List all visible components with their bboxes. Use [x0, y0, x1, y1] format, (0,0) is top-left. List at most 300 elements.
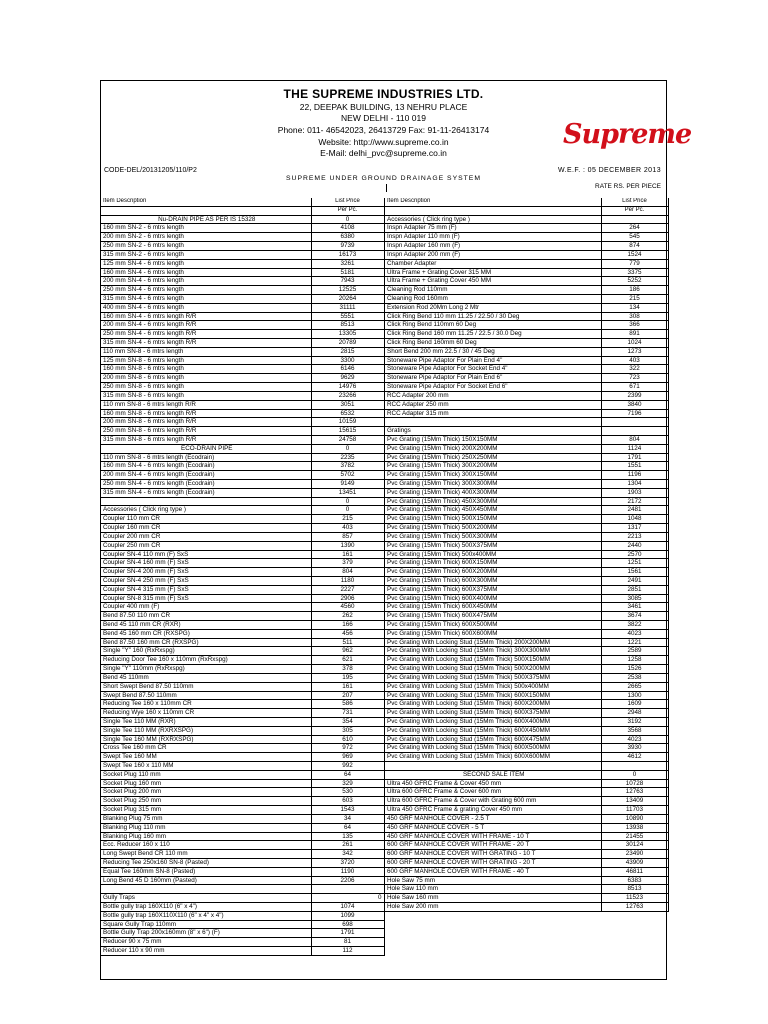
item-price: 3085	[601, 594, 668, 603]
item-description: Pvc Grating With Locking Stud (15Mm Thick) 600X400MM	[385, 717, 601, 726]
item-description: 315 mm SN-8 - 6 mtrs length R/R	[101, 435, 311, 444]
item-price: 1524	[601, 250, 668, 259]
table-row	[385, 356, 668, 365]
table-row	[101, 665, 384, 674]
item-description: Coupler SN-4 250 mm (F) SxS	[101, 576, 311, 585]
table-row	[385, 656, 668, 665]
table-row	[101, 559, 384, 568]
table-row	[101, 929, 384, 938]
item-description	[385, 418, 601, 427]
item-description: Socket Plug 200 mm	[101, 788, 311, 797]
table-row	[101, 938, 384, 947]
item-price: 2570	[601, 550, 668, 559]
table-row	[101, 656, 384, 665]
table-row	[101, 876, 384, 885]
table-row	[101, 779, 384, 788]
item-description: Stoneware Pipe Adaptor For Plain End 6"	[385, 374, 601, 383]
table-row	[101, 594, 384, 603]
item-price: 161	[311, 682, 384, 691]
item-description: Inspn Adapter 75 mm (F)	[385, 224, 601, 233]
item-description: 200 mm SN-4 - 6 mtrs length	[101, 277, 311, 286]
item-price: 23490	[601, 850, 668, 859]
item-description: Pvc Grating With Locking Stud (15Mm Thick) 200X200MM	[385, 638, 601, 647]
table-row	[101, 568, 384, 577]
item-description: 250 mm SN-4 - 6 mtrs length R/R	[101, 330, 311, 339]
table-row	[385, 515, 668, 524]
item-description: ECO-DRAIN PIPE	[101, 444, 311, 453]
item-description: Square Gully Trap 110mm	[101, 920, 311, 929]
item-description: RCC Adapter 200 mm	[385, 391, 601, 400]
item-description: Pvc Grating (15Mm Thick) 300X200MM	[385, 462, 601, 471]
table-row	[385, 453, 668, 462]
item-price: 264	[601, 224, 668, 233]
item-description: Coupler 160 mm CR	[101, 524, 311, 533]
item-price: 2235	[311, 453, 384, 462]
table-row	[385, 709, 668, 718]
item-price: 3782	[311, 462, 384, 471]
item-price: 1074	[311, 903, 384, 912]
item-description: Pvc Grating (15Mm Thick) 600X300MM	[385, 576, 601, 585]
item-description: 200 mm SN-4 - 6 mtrs length (Ecodrain)	[101, 471, 311, 480]
item-description: Pvc Grating (15Mm Thick) 300X300MM	[385, 480, 601, 489]
item-price: 13451	[311, 488, 384, 497]
item-price: 4023	[601, 629, 668, 638]
item-description: Pvc Grating (15Mm Thick) 500X375MM	[385, 541, 601, 550]
document-subtitle: SUPREME UNDER GROUND DRAINAGE SYSTEM	[286, 175, 481, 182]
table-row	[385, 594, 668, 603]
table-row	[101, 383, 384, 392]
table-row	[101, 321, 384, 330]
table-row	[101, 858, 384, 867]
item-price: 3674	[601, 612, 668, 621]
table-row	[385, 753, 668, 762]
item-price: 1561	[601, 568, 668, 577]
item-price: 34	[311, 814, 384, 823]
table-row	[385, 629, 668, 638]
item-description	[101, 885, 311, 894]
table-row	[101, 250, 384, 259]
table-row	[101, 515, 384, 524]
item-description: Coupler SN-4 160 mm (F) SxS	[101, 559, 311, 568]
table-row	[385, 242, 668, 251]
item-price: 545	[601, 233, 668, 242]
item-price: 9739	[311, 242, 384, 251]
item-price: 2227	[311, 585, 384, 594]
item-description: Bend 45 110 mm CR (RXR)	[101, 621, 311, 630]
table-row	[101, 920, 384, 929]
table-row	[385, 814, 668, 823]
item-price: 14976	[311, 383, 384, 392]
table-row	[101, 647, 384, 656]
table-row	[385, 524, 668, 533]
item-description: 600 GRF MANHOLE COVER WITH FRAME - 20 T	[385, 841, 601, 850]
item-price: 13305	[311, 330, 384, 339]
table-row	[385, 418, 668, 427]
item-price: 9629	[311, 374, 384, 383]
table-row	[385, 480, 668, 489]
effective-date: W.E.F. : 05 DECEMBER 2013	[558, 167, 661, 174]
table-row	[385, 823, 668, 832]
item-description: Pvc Grating With Locking Stud (15Mm Thick) 600X375MM	[385, 709, 601, 718]
item-description: Pvc Grating With Locking Stud (15Mm Thick) 500X200MM	[385, 665, 601, 674]
table-row	[101, 911, 384, 920]
table-row	[101, 286, 384, 295]
item-description: 450 GRF MANHOLE COVER - 2.5 T	[385, 814, 601, 823]
table-row	[101, 215, 384, 224]
item-price: 0	[311, 497, 384, 506]
item-description: Swept Bend 87.50 110mm	[101, 691, 311, 700]
item-price: 10890	[601, 814, 668, 823]
table-row	[385, 400, 668, 409]
table-row	[101, 770, 384, 779]
item-description: Pvc Grating (15Mm Thick) 600X500MM	[385, 621, 601, 630]
item-description: 600 GRF MANHOLE COVER WITH GRATING - 10 T	[385, 850, 601, 859]
item-price: 1221	[601, 638, 668, 647]
table-row	[101, 894, 384, 903]
item-description: Pvc Grating (15Mm Thick) 500X300MM	[385, 532, 601, 541]
item-description: 160 mm SN-2 - 6 mtrs length	[101, 224, 311, 233]
item-description: Equal Tee 160mm SN-8 (Pasted)	[101, 867, 311, 876]
item-price: 13409	[601, 797, 668, 806]
item-description: Reducing Wye 160 x 110mm CR	[101, 709, 311, 718]
item-price: 403	[601, 356, 668, 365]
table-row	[101, 903, 384, 912]
company-name: THE SUPREME INDUSTRIES LTD.	[283, 87, 484, 101]
item-price: 3375	[601, 268, 668, 277]
table-row	[101, 435, 384, 444]
item-description: Pvc Grating (15Mm Thick) 600X375MM	[385, 585, 601, 594]
table-row	[385, 876, 668, 885]
table-row	[101, 726, 384, 735]
item-description: Reducing Tee 160 x 110mm CR	[101, 700, 311, 709]
item-price: 262	[311, 612, 384, 621]
item-description: Coupler SN-4 200 mm (F) SxS	[101, 568, 311, 577]
table-row	[385, 391, 668, 400]
table-row	[385, 788, 668, 797]
item-price: 8513	[311, 321, 384, 330]
table-row	[385, 647, 668, 656]
item-price: 2589	[601, 647, 668, 656]
item-price: 366	[601, 321, 668, 330]
item-price: 586	[311, 700, 384, 709]
item-description: 450 GRF MANHOLE COVER - 5 T	[385, 823, 601, 832]
table-row	[101, 427, 384, 436]
item-description: Stoneware Pipe Adaptor For Socket End 6"	[385, 383, 601, 392]
item-price: 354	[311, 717, 384, 726]
item-price: 3261	[311, 259, 384, 268]
item-description: Chamber Adapter	[385, 259, 601, 268]
item-description: Pvc Grating With Locking Stud (15Mm Thick) 600X450MM	[385, 726, 601, 735]
table-row	[385, 471, 668, 480]
item-description: Cross Tee 160 mm CR	[101, 744, 311, 753]
item-price: 6380	[311, 233, 384, 242]
table-row	[101, 603, 384, 612]
item-description: Inspn Adapter 160 mm (F)	[385, 242, 601, 251]
item-price: 3300	[311, 356, 384, 365]
item-description: Stoneware Pipe Adaptor For Socket End 4"	[385, 365, 601, 374]
item-price	[311, 885, 384, 894]
table-row	[385, 691, 668, 700]
item-description: 160 mm SN-8 - 6 mtrs length	[101, 365, 311, 374]
item-description: Hole Saw 75 mm	[385, 876, 601, 885]
item-price: 3461	[601, 603, 668, 612]
item-description: Hole Saw 160 mm	[385, 894, 601, 903]
item-description: 200 mm SN-8 - 6 mtrs length R/R	[101, 418, 311, 427]
table-row	[385, 497, 668, 506]
table-row	[101, 471, 384, 480]
item-price: 3720	[311, 858, 384, 867]
item-description: Coupler 200 mm CR	[101, 532, 311, 541]
item-description: Cleaning Rod 110mm	[385, 286, 601, 295]
item-description: Blanking Plug 160 mm	[101, 832, 311, 841]
item-description: 250 mm SN-8 - 6 mtrs length	[101, 383, 311, 392]
item-price: 5252	[601, 277, 668, 286]
item-description: Swept Tee 160 x 110 MM	[101, 762, 311, 771]
table-row	[101, 638, 384, 647]
table-row	[385, 435, 668, 444]
table-row	[385, 717, 668, 726]
item-description: Bend 45 160 mm CR (RXSPG)	[101, 629, 311, 638]
item-price: 329	[311, 779, 384, 788]
table-row	[385, 841, 668, 850]
table-row	[385, 339, 668, 348]
item-description: 315 mm SN-8 - 6 mtrs length	[101, 391, 311, 400]
item-price: 1180	[311, 576, 384, 585]
item-price: 31111	[311, 303, 384, 312]
item-price: 12525	[311, 286, 384, 295]
item-price	[601, 427, 668, 436]
item-description: Coupler SN-4 110 mm (F) SxS	[101, 550, 311, 559]
table-row	[101, 814, 384, 823]
item-description: Pvc Grating (15Mm Thick) 600X475MM	[385, 612, 601, 621]
item-price: 6146	[311, 365, 384, 374]
item-description: Reducing Door Tee 160 x 110mm (RxRxspg)	[101, 656, 311, 665]
item-price: 621	[311, 656, 384, 665]
item-description: Bend 87.50 110 mm CR	[101, 612, 311, 621]
table-row	[101, 612, 384, 621]
item-description	[101, 497, 311, 506]
item-price: 46811	[601, 867, 668, 876]
item-price: 207	[311, 691, 384, 700]
item-description: Socket Plug 110 mm	[101, 770, 311, 779]
item-description: 200 mm SN-2 - 6 mtrs length	[101, 233, 311, 242]
price-header: List Price	[601, 198, 668, 206]
table-row	[385, 532, 668, 541]
item-price: 134	[601, 303, 668, 312]
table-row	[385, 286, 668, 295]
item-description: Ultra 450 GFRC Frame & grating Cover 450 mm	[385, 806, 601, 815]
table-row	[101, 409, 384, 418]
item-description: 315 mm SN-4 - 6 mtrs length R/R	[101, 339, 311, 348]
item-description: Ultra 600 GFRC Frame & Cover 600 mm	[385, 788, 601, 797]
table-row	[385, 312, 668, 321]
table-row	[101, 885, 384, 894]
item-price: 0	[311, 444, 384, 453]
item-price: 215	[311, 515, 384, 524]
rate-note: RATE RS. PER PIECE	[595, 183, 661, 190]
table-row	[385, 797, 668, 806]
item-price: 6532	[311, 409, 384, 418]
item-price: 1317	[601, 524, 668, 533]
table-row	[101, 700, 384, 709]
item-price: 1196	[601, 471, 668, 480]
item-price: 166	[311, 621, 384, 630]
item-description: Pvc Grating (15Mm Thick) 300X150MM	[385, 471, 601, 480]
item-price: 30124	[601, 841, 668, 850]
item-price: 511	[311, 638, 384, 647]
item-description: Pvc Grating With Locking Stud (15Mm Thick) 600X600MM	[385, 753, 601, 762]
item-price: 261	[311, 841, 384, 850]
table-row	[101, 550, 384, 559]
table-row	[101, 294, 384, 303]
item-description: 250 mm SN-4 - 6 mtrs length (Ecodrain)	[101, 480, 311, 489]
table-row	[101, 585, 384, 594]
table-row	[385, 665, 668, 674]
table-row	[101, 480, 384, 489]
table-row	[101, 621, 384, 630]
item-description: 250 mm SN-4 - 6 mtrs length	[101, 286, 311, 295]
item-price: 1048	[601, 515, 668, 524]
table-row	[385, 770, 668, 779]
supreme-logo: Supreme	[563, 119, 692, 150]
item-price: 379	[311, 559, 384, 568]
table-row	[385, 215, 668, 224]
table-row	[385, 541, 668, 550]
item-price: 2948	[601, 709, 668, 718]
item-description: 160 mm SN-8 - 6 mtrs length R/R	[101, 409, 311, 418]
right-price-table	[385, 198, 669, 912]
item-description: Bottle gully trap 160X110 (6" x 4")	[101, 903, 311, 912]
item-description: Coupler 400 mm (F)	[101, 603, 311, 612]
item-description: Click Ring Bend 160 mm 11.25 / 22.5 / 30.0 Deg	[385, 330, 601, 339]
item-description: Swept Tee 160 MM	[101, 753, 311, 762]
item-description: Extension Rod 20Mm Long 2 Mtr	[385, 303, 601, 312]
table-row	[101, 744, 384, 753]
item-price: 6383	[601, 876, 668, 885]
item-price: 10728	[601, 779, 668, 788]
table-row	[101, 391, 384, 400]
item-price: 342	[311, 850, 384, 859]
item-description: Pvc Grating (15Mm Thick) 500X150MM	[385, 515, 601, 524]
item-description: 125 mm SN-8 - 6 mtrs length	[101, 356, 311, 365]
table-row	[101, 374, 384, 383]
table-row	[385, 700, 668, 709]
item-price: 1304	[601, 480, 668, 489]
item-description: Nu-DRAIN PIPE AS PER IS 15328	[101, 215, 311, 224]
item-description: Pvc Grating With Locking Stud (15Mm Thick) 600X150MM	[385, 691, 601, 700]
item-price: 1543	[311, 806, 384, 815]
item-description: Pvc Grating With Locking Stud (15Mm Thick) 500x400MM	[385, 682, 601, 691]
item-description: Pvc Grating With Locking Stud (15Mm Thick) 500X375MM	[385, 673, 601, 682]
table-row	[101, 233, 384, 242]
item-description: Reducing Tee 250x160 SN-8 (Pasted)	[101, 858, 311, 867]
item-price: 2851	[601, 585, 668, 594]
item-price: 2815	[311, 347, 384, 356]
table-row	[385, 462, 668, 471]
table-row	[385, 832, 668, 841]
table-row	[101, 259, 384, 268]
item-description: Stoneware Pipe Adaptor For Plain End 4"	[385, 356, 601, 365]
item-description: Pvc Grating (15Mm Thick) 450X450MM	[385, 506, 601, 515]
text-cursor	[386, 184, 387, 192]
item-description: Pvc Grating (15Mm Thick) 200X200MM	[385, 444, 601, 453]
item-price: 857	[311, 532, 384, 541]
item-description: Single "Y" 160 (RxRxspg)	[101, 647, 311, 656]
item-price: 2665	[601, 682, 668, 691]
item-price: 11703	[601, 806, 668, 815]
table-row	[385, 277, 668, 286]
item-price: 43909	[601, 858, 668, 867]
item-price: 3930	[601, 744, 668, 753]
item-price	[601, 762, 668, 771]
item-price: 723	[601, 374, 668, 383]
table-row	[101, 867, 384, 876]
item-price: 891	[601, 330, 668, 339]
item-price	[601, 215, 668, 224]
table-row	[101, 841, 384, 850]
item-price: 64	[311, 823, 384, 832]
table-row	[385, 885, 668, 894]
item-description: Click Ring Bend 110 mm 11.25 / 22.50 / 30 Deg	[385, 312, 601, 321]
item-description: Single Tee 110 MM (RXR)	[101, 717, 311, 726]
table-row	[101, 576, 384, 585]
item-price: 2399	[601, 391, 668, 400]
item-description: Cleaning Rod 160mm	[385, 294, 601, 303]
item-description: Pvc Grating With Locking Stud (15Mm Thick) 600X475MM	[385, 735, 601, 744]
item-description: Accessories ( Click ring type )	[101, 506, 311, 515]
item-description: 200 mm SN-8 - 6 mtrs length	[101, 374, 311, 383]
item-price: 23266	[311, 391, 384, 400]
table-row	[385, 303, 668, 312]
left-price-table	[101, 198, 385, 956]
item-price: 161	[311, 550, 384, 559]
phone-line: Phone: 011- 46542023, 26413729 Fax: 91-11-26413174	[277, 125, 490, 135]
item-price: 1791	[311, 929, 384, 938]
item-description: Pvc Grating With Locking Stud (15Mm Thick) 300X300MM	[385, 647, 601, 656]
item-description: Single Tee 110 MM (RXRXSPG)	[101, 726, 311, 735]
item-price: 972	[311, 744, 384, 753]
item-price: 0	[311, 894, 384, 903]
table-row	[101, 629, 384, 638]
item-price: 1526	[601, 665, 668, 674]
table-row	[101, 224, 384, 233]
item-price: 12763	[601, 788, 668, 797]
description-header-blank	[101, 206, 311, 215]
table-row	[101, 330, 384, 339]
table-row	[101, 268, 384, 277]
item-price: 610	[311, 735, 384, 744]
item-price: 1024	[601, 339, 668, 348]
item-price: 7943	[311, 277, 384, 286]
header-row	[101, 206, 384, 215]
document-code: CODE-DEL/20131205/110/P2	[104, 167, 197, 174]
table-row	[101, 806, 384, 815]
item-description: 110 mm SN-8 - 6 mtrs length (Ecodrain)	[101, 453, 311, 462]
table-row	[385, 321, 668, 330]
item-price: 3568	[601, 726, 668, 735]
table-row	[385, 409, 668, 418]
item-price: 962	[311, 647, 384, 656]
table-row	[101, 682, 384, 691]
table-row	[385, 365, 668, 374]
item-price: 1609	[601, 700, 668, 709]
item-price: 12763	[601, 903, 668, 912]
item-description: Long Swept Bend CR 110 mm	[101, 850, 311, 859]
item-price: 0	[601, 770, 668, 779]
table-row	[385, 638, 668, 647]
item-price: 195	[311, 673, 384, 682]
item-price: 1551	[601, 462, 668, 471]
